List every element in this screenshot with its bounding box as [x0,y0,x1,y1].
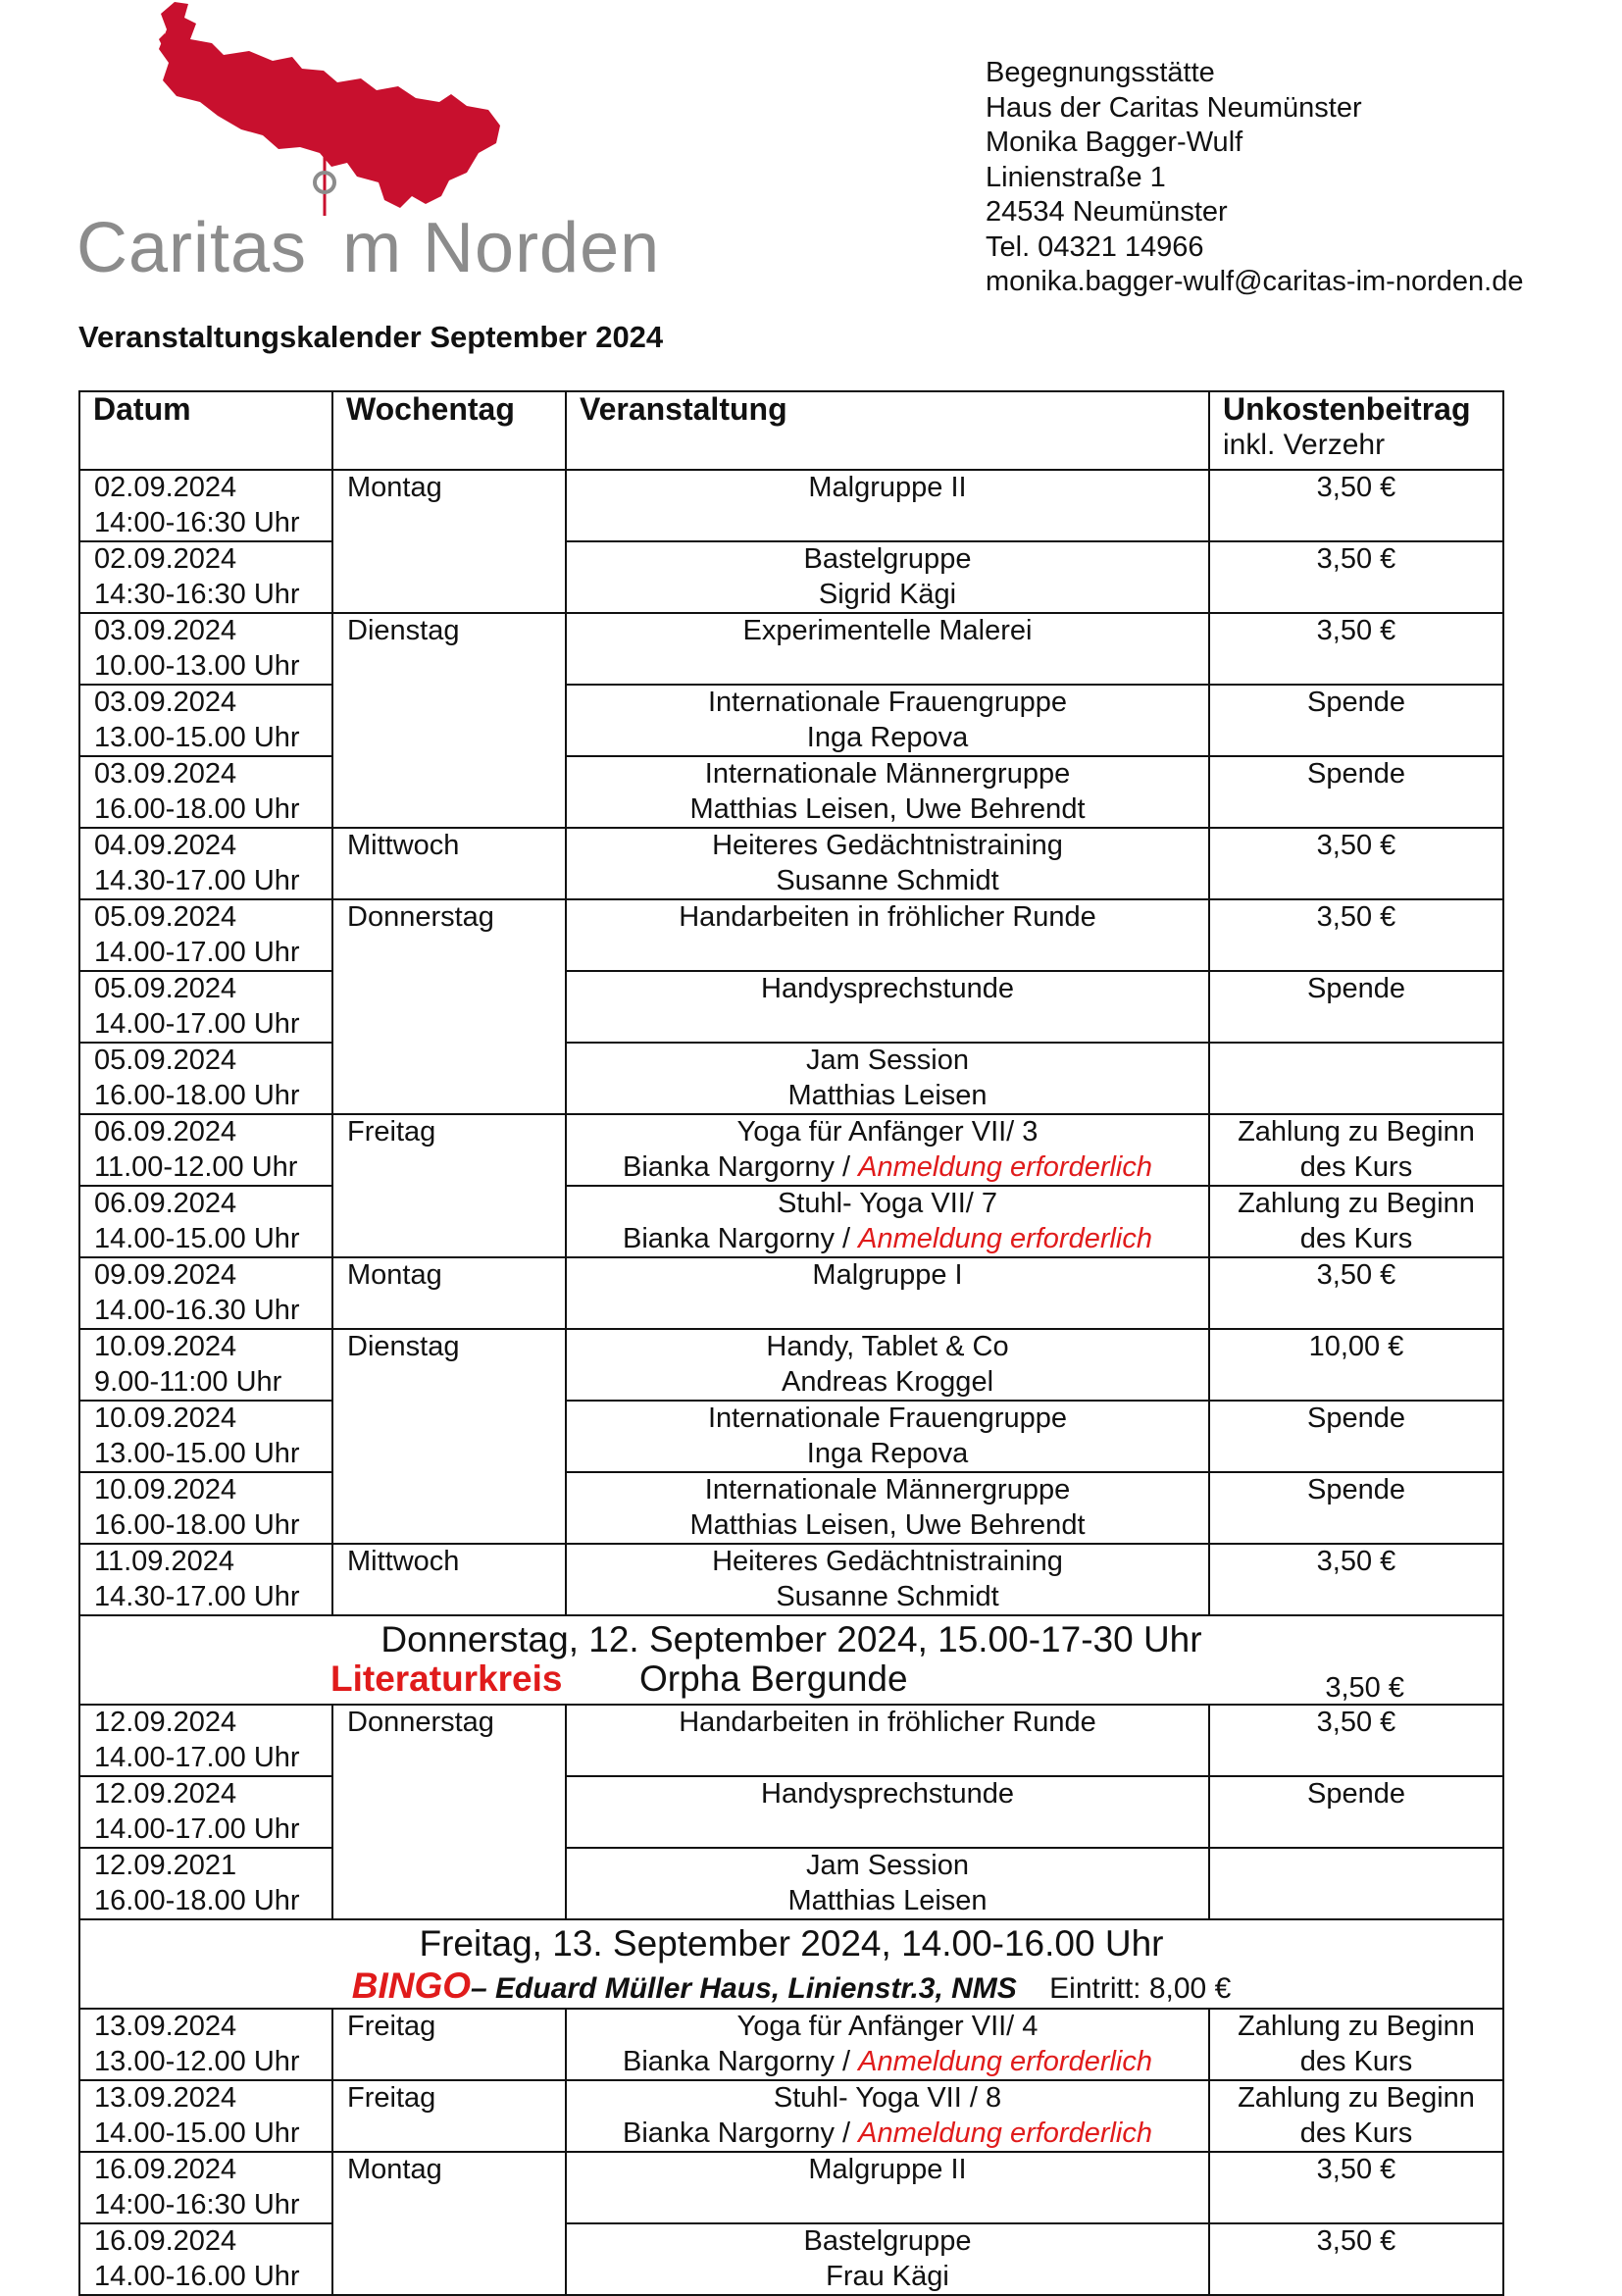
cost-cell [1209,1329,1503,1401]
banner-person: Orpha Bergunde [639,1658,908,1699]
event-cell [566,1186,1209,1257]
event-host: Susanne Schmidt [776,1580,999,1612]
event-time: 13.00-15.00 Uhr [94,1437,300,1469]
table-row [79,1705,1503,1776]
event-time: 14.00-15.00 Uhr [94,2117,300,2149]
date-cell [79,1257,332,1329]
event-title: Handarbeiten in fröhlicher Runde [679,901,1096,933]
event-date: 10.09.2024 [94,1403,237,1434]
event-title: Yoga für Anfänger VII/ 3 [736,1116,1039,1148]
cost-line: des Kurs [1299,2117,1413,2149]
cost-cell [1209,613,1503,685]
event-title: Heiteres Gedächtnistraining [712,1546,1063,1577]
weekday-cell: Freitag [332,2009,566,2080]
table-row [79,899,1503,971]
event-title: Handysprechstunde [761,1778,1014,1810]
event-cell [566,1043,1209,1114]
event-cell [566,2009,1209,2080]
cost-line: Spende [1307,1778,1405,1810]
date-cell [79,1472,332,1544]
event-title: Heiteres Gedächtnistraining [712,830,1063,861]
event-title: Bastelgruppe [803,543,972,575]
cost-line: Zahlung zu Beginn [1238,1188,1475,1219]
event-title: Experimentelle Malerei [742,615,1033,646]
banner-cost: 3,50 € [1325,1672,1404,1704]
date-cell [79,2152,332,2223]
cost-line: 3,50 € [1316,901,1396,933]
cost-line: des Kurs [1299,2045,1413,2077]
event-cell [566,685,1209,756]
event-date: 03.09.2024 [94,687,237,718]
event-cell [566,470,1209,541]
special-event-row [79,1615,1503,1705]
event-cell [566,2152,1209,2223]
event-date: 13.09.2024 [94,2082,237,2114]
event-cell [566,1472,1209,1544]
event-time: 14.00-15.00 Uhr [94,1222,300,1254]
event-date: 11.09.2024 [94,1546,234,1577]
cost-cell [1209,1472,1503,1544]
event-host: Inga Repova [806,721,969,753]
banner-detail [80,1658,1502,1704]
event-title: Internationale Frauengruppe [708,687,1067,718]
address-line: Haus der Caritas Neumünster [986,91,1362,124]
date-cell [79,828,332,899]
event-date: 02.09.2024 [94,472,237,503]
cost-cell [1209,1544,1503,1615]
cost-line: Zahlung zu Beginn [1238,1116,1475,1148]
caritas-logo-text: Caritas m Norden [76,208,660,288]
weekday-cell: Montag [332,1257,566,1329]
event-host: Matthias Leisen [787,1884,988,1916]
date-cell [79,1043,332,1114]
cost-line: 3,50 € [1316,1259,1396,1291]
address-line: Monika Bagger-Wulf [986,127,1243,158]
banner-event-name: Literaturkreis [330,1658,563,1699]
date-cell [79,1705,332,1776]
event-cell [566,1329,1209,1401]
table-row [79,1186,1503,1257]
event-title: Handy, Tablet & Co [766,1331,1009,1362]
address-line[interactable]: monika.bagger-wulf@caritas-im-norden.de [986,266,1524,297]
event-cell [566,899,1209,971]
date-cell [79,1186,332,1257]
header-event: Veranstaltung [566,391,1209,470]
date-cell [79,1544,332,1615]
event-cell [566,1544,1209,1615]
event-host: Bianka Nargorny / Anmeldung erforderlich [623,1150,1152,1183]
event-cell [566,2080,1209,2152]
date-cell [79,899,332,971]
banner-cost: Eintritt: 8,00 € [1049,1972,1232,2005]
event-title: Internationale Männergruppe [704,1474,1071,1505]
date-cell [79,1401,332,1472]
table-row [79,2152,1503,2223]
event-time: 14.00-16.00 Uhr [94,2260,300,2292]
event-time: 14.00-16.30 Uhr [94,1294,300,1326]
event-title: Internationale Frauengruppe [708,1403,1067,1434]
date-cell [79,756,332,828]
table-row [79,1114,1503,1186]
registration-required: Anmeldung erforderlich [858,1150,1152,1183]
event-title: Handysprechstunde [761,973,1014,1004]
address-block [986,56,1523,300]
event-date: 06.09.2024 [94,1116,237,1148]
event-time: 16.00-18.00 Uhr [94,1508,300,1541]
table-row [79,2009,1503,2080]
event-host: Andreas Kroggel [781,1365,994,1398]
event-title: Stuhl- Yoga VII/ 7 [777,1188,998,1219]
bingo-banner [79,1919,1503,2009]
table-row [79,613,1503,685]
event-title: Jam Session [805,1850,969,1881]
weekday-cell: Mittwoch [332,1544,566,1615]
event-title: Yoga für Anfänger VII/ 4 [736,2011,1039,2042]
cost-line: Spende [1307,1474,1405,1505]
event-host: Bianka Nargorny / Anmeldung erforderlich [623,2045,1152,2077]
event-title: Jam Session [805,1045,969,1076]
weekday-cell: Montag [332,470,566,613]
cost-line: 3,50 € [1316,830,1396,861]
cost-cell [1209,1776,1503,1848]
date-cell [79,1114,332,1186]
banner-location: – Eduard Müller Haus, Linienstr.3, NMS [471,1972,1017,2005]
event-cell [566,2223,1209,2295]
event-cell [566,541,1209,613]
event-cell [566,971,1209,1043]
event-time: 11.00-12.00 Uhr [94,1150,298,1183]
event-host: Inga Repova [806,1437,969,1469]
table-row [79,2223,1503,2295]
table-row [79,828,1503,899]
banner-event-name: BINGO [351,1965,472,2006]
event-title: Handarbeiten in fröhlicher Runde [679,1707,1096,1738]
event-date: 10.09.2024 [94,1474,237,1505]
event-cell [566,1705,1209,1776]
table-row [79,541,1503,613]
event-date: 12.09.2024 [94,1707,237,1738]
event-cell [566,1776,1209,1848]
event-title: Malgruppe I [812,1259,963,1291]
cost-line: des Kurs [1299,1222,1413,1254]
cost-cell [1209,470,1503,541]
weekday-cell: Freitag [332,1114,566,1257]
event-date: 12.09.2021 [94,1850,237,1881]
cost-cell [1209,971,1503,1043]
cost-cell [1209,899,1503,971]
page-title: Veranstaltungskalender September 2024 [78,320,664,354]
event-time: 14:00-16:30 Uhr [94,506,300,538]
event-title: Stuhl- Yoga VII / 8 [773,2082,1002,2114]
date-cell [79,2223,332,2295]
event-time: 9.00-11:00 Uhr [94,1365,282,1398]
cost-line: Spende [1307,973,1405,1004]
caritas-map-logo-icon [155,0,547,214]
event-date: 09.09.2024 [94,1259,237,1291]
cost-cell [1209,2152,1503,2223]
cost-cell [1209,828,1503,899]
event-time: 13.00-12.00 Uhr [94,2045,300,2077]
table-row [79,971,1503,1043]
event-date: 10.09.2024 [94,1331,237,1362]
cost-cell [1209,541,1503,613]
table-row [79,1472,1503,1544]
event-cell [566,1257,1209,1329]
cost-line: 3,50 € [1316,1707,1396,1738]
address-line: Begegnungsstätte [986,57,1215,88]
event-host: Matthias Leisen [787,1079,988,1111]
event-cell [566,1401,1209,1472]
event-title: Internationale Männergruppe [704,758,1071,790]
event-date: 16.09.2024 [94,2225,237,2257]
compass-pin-icon [307,208,342,288]
weekday-cell: Donnerstag [332,1705,566,1919]
table-row [79,1776,1503,1848]
event-time: 14:30-16:30 Uhr [94,578,300,610]
cost-line: 3,50 € [1316,615,1396,646]
cost-line: des Kurs [1299,1150,1413,1183]
event-date: 03.09.2024 [94,758,237,790]
weekday-cell: Donnerstag [332,899,566,1114]
cost-line: Zahlung zu Beginn [1238,2082,1475,2114]
event-date: 12.09.2024 [94,1778,237,1810]
cost-cell [1209,1401,1503,1472]
cost-line: 3,50 € [1316,2154,1396,2185]
event-date: 03.09.2024 [94,615,237,646]
cost-cell [1209,2080,1503,2152]
date-cell [79,1776,332,1848]
table-row [79,1329,1503,1401]
table-row [79,1401,1503,1472]
event-title: Malgruppe II [808,2154,967,2185]
address-line: 24534 Neumünster [986,196,1228,228]
weekday-cell: Dienstag [332,613,566,828]
cost-cell [1209,685,1503,756]
header-day: Wochentag [332,391,566,470]
cost-cell [1209,1186,1503,1257]
event-host: Matthias Leisen, Uwe Behrendt [689,792,1086,825]
cost-cell [1209,2223,1503,2295]
event-date: 02.09.2024 [94,543,237,575]
event-time: 13.00-15.00 Uhr [94,721,300,753]
special-event-row [79,1919,1503,2009]
event-host: Matthias Leisen, Uwe Behrendt [689,1508,1086,1541]
cost-line: Spende [1307,687,1405,718]
event-date: 06.09.2024 [94,1188,237,1219]
event-cell [566,613,1209,685]
date-cell [79,1329,332,1401]
cost-line: 10,00 € [1308,1331,1404,1362]
cost-line: 3,50 € [1316,543,1396,575]
event-date: 05.09.2024 [94,973,237,1004]
event-time: 14:00-16:30 Uhr [94,2188,300,2220]
registration-required: Anmeldung erforderlich [858,1222,1152,1254]
event-time: 14.30-17.00 Uhr [94,1580,300,1612]
table-row [79,1257,1503,1329]
event-cell [566,1848,1209,1919]
address-line: Linienstraße 1 [986,161,1166,193]
date-cell [79,541,332,613]
table-row [79,1544,1503,1615]
weekday-cell: Mittwoch [332,828,566,899]
table-row [79,1848,1503,1919]
cost-line: 3,50 € [1316,1546,1396,1577]
address-line: Tel. 04321 14966 [986,230,1204,263]
cost-line: 3,50 € [1316,2225,1396,2257]
event-host: Frau Kägi [826,2260,949,2292]
event-cell [566,828,1209,899]
event-time: 16.00-18.00 Uhr [94,792,300,825]
event-date: 13.09.2024 [94,2011,237,2042]
date-cell [79,2009,332,2080]
literaturkreis-banner [79,1615,1503,1705]
event-host: Bianka Nargorny / Anmeldung erforderlich [623,2117,1152,2149]
event-title: Bastelgruppe [803,2225,972,2257]
event-host: Bianka Nargorny / Anmeldung erforderlich [623,1222,1152,1254]
weekday-cell: Montag [332,2152,566,2295]
event-time: 10.00-13.00 Uhr [94,649,300,682]
cost-line: 3,50 € [1316,472,1396,503]
date-cell [79,613,332,685]
registration-required: Anmeldung erforderlich [858,2117,1152,2149]
date-cell [79,1848,332,1919]
cost-cell [1209,1043,1503,1114]
banner-date: Donnerstag, 12. September 2024, 15.00-17-30 Uhr [380,1619,1202,1659]
weekday-cell: Freitag [332,2080,566,2152]
date-cell [79,685,332,756]
table-row [79,470,1503,541]
event-time: 14.00-17.00 Uhr [94,936,300,968]
header-date: Datum [79,391,332,470]
cost-cell [1209,1114,1503,1186]
table-row [79,2080,1503,2152]
cost-cell [1209,1848,1503,1919]
header-cost: Unkostenbeitrag inkl. Verzehr [1209,391,1503,470]
event-calendar-table [78,390,1504,2296]
table-row [79,1043,1503,1114]
date-cell [79,470,332,541]
banner-date: Freitag, 13. September 2024, 14.00-16.00 Uhr [419,1923,1164,1964]
event-time: 14.00-17.00 Uhr [94,1007,300,1040]
cost-cell [1209,2009,1503,2080]
event-time: 16.00-18.00 Uhr [94,1884,300,1916]
date-cell [79,971,332,1043]
table-row [79,685,1503,756]
cost-line: Spende [1307,758,1405,790]
event-time: 14.00-17.00 Uhr [94,1812,300,1845]
event-title: Malgruppe II [808,472,967,503]
date-cell [79,2080,332,2152]
event-time: 14.30-17.00 Uhr [94,864,300,896]
cost-cell [1209,1705,1503,1776]
event-date: 04.09.2024 [94,830,237,861]
event-host: Susanne Schmidt [776,864,999,896]
cost-cell [1209,756,1503,828]
registration-required: Anmeldung erforderlich [858,2045,1152,2077]
event-cell [566,1114,1209,1186]
event-date: 05.09.2024 [94,1045,237,1076]
event-date: 16.09.2024 [94,2154,237,2185]
cost-line: Spende [1307,1403,1405,1434]
event-date: 05.09.2024 [94,901,237,933]
weekday-cell: Dienstag [332,1329,566,1544]
event-cell [566,756,1209,828]
cost-line: Zahlung zu Beginn [1238,2011,1475,2042]
table-row [79,756,1503,828]
banner-detail [80,1965,1502,2007]
event-time: 16.00-18.00 Uhr [94,1079,300,1111]
event-time: 14.00-17.00 Uhr [94,1741,300,1773]
event-host: Sigrid Kägi [818,578,957,610]
cost-cell [1209,1257,1503,1329]
